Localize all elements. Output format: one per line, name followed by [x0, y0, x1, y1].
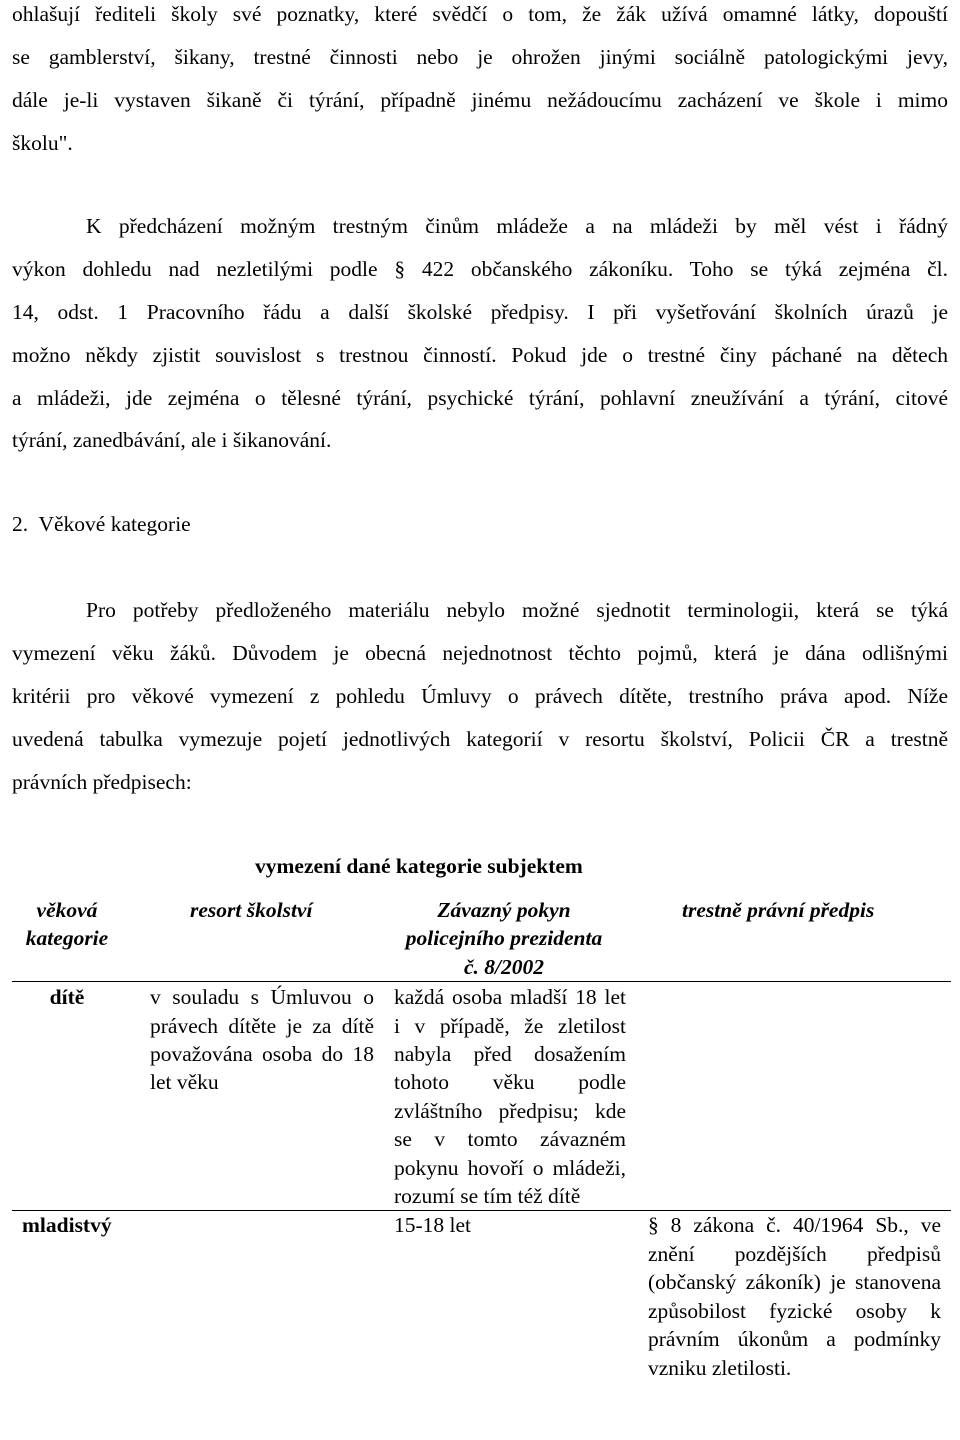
paragraph-line: se gamblerství, šikany, trestné činnosti nebo je ohrožen jinými sociálně patologickými jevy,	[12, 45, 948, 69]
row-police-cell: 15-18 let	[386, 1211, 638, 1382]
row-category: dítě	[12, 982, 142, 1211]
paragraph-line: právních předpisech:	[12, 770, 192, 794]
row-criminal-cell: § 8 zákona č. 40/1964 Sb., ve znění pozdějších předpisů (občanský zákoník) je stanovena způsobilost fyzické osoby k právním úkonům a podmínky vzniku zletilosti.	[638, 1211, 951, 1382]
section-heading: 2. Věkové kategorie	[12, 512, 191, 536]
table-title: vymezení dané kategorie subjektem	[255, 854, 583, 878]
paragraph-line: ohlašují řediteli školy své poznatky, které svědčí o tom, že žák užívá omamné látky, dopouští	[12, 2, 948, 26]
row-police-cell: každá osoba mladší 18 let i v případě, že zletilost nabyla před dosažením tohoto věku podle zvláštního předpisu; kde se v tomto závazném pokynu hovoří o mládeži, rozumí se tím též dítě	[386, 982, 638, 1211]
row-school-cell: v souladu s Úmluvou o právech dítěte je za dítě považována osoba do 18 let věku	[142, 982, 386, 1211]
paragraph-line: kritérii pro věkové vymezení z pohledu Úmluvy o právech dítěte, trestního práva apod. Níže	[12, 684, 948, 708]
table-header-row	[12, 893, 951, 982]
header-age-category: věková kategorie	[25, 898, 109, 951]
paragraph-line: vymezení věku žáků. Důvodem je obecná nejednotnost těchto pojmů, která je dána odlišnými	[12, 641, 948, 665]
header-police: Závazný pokyn policejního prezidenta č. 8/2002	[405, 898, 603, 979]
table-row	[12, 982, 951, 1211]
header-school: resort školství	[190, 898, 313, 922]
table-row	[12, 1211, 951, 1382]
row-criminal-cell	[638, 982, 951, 1211]
paragraph-line: školu".	[12, 131, 73, 155]
paragraph-line: Pro potřeby předloženého materiálu nebylo možné sjednotit terminologii, která se týká	[86, 598, 948, 622]
header-criminal-law: trestně právní předpis	[682, 898, 875, 922]
paragraph-line: výkon dohledu nad nezletilými podle § 422 občanského zákoníku. Toho se týká zejména čl.	[12, 257, 948, 281]
paragraph-line: dále je-li vystaven šikaně či týrání, případně jinému nežádoucímu zacházení ve škole i mimo	[12, 88, 948, 112]
paragraph-line: K předcházení možným trestným činům mládeže a na mládeži by měl vést i řádný	[86, 214, 948, 238]
paragraph-line: a mládeži, jde zejména o tělesné týrání, psychické týrání, pohlavní zneužívání a týrání, citové	[12, 386, 948, 410]
row-category: mladistvý	[12, 1211, 142, 1382]
age-category-table	[12, 893, 951, 1382]
row-school-cell	[142, 1211, 386, 1382]
paragraph-line: 14, odst. 1 Pracovního řádu a další školské předpisy. I při vyšetřování školních úrazů je	[12, 300, 948, 324]
paragraph-line: uvedená tabulka vymezuje pojetí jednotlivých kategorií v resortu školství, Policii ČR a trestně	[12, 727, 948, 751]
paragraph-line: možno někdy zjistit souvislost s trestnou činností. Pokud jde o trestné činy páchané na dětech	[12, 343, 948, 367]
paragraph-line: týrání, zanedbávání, ale i šikanování.	[12, 428, 332, 452]
